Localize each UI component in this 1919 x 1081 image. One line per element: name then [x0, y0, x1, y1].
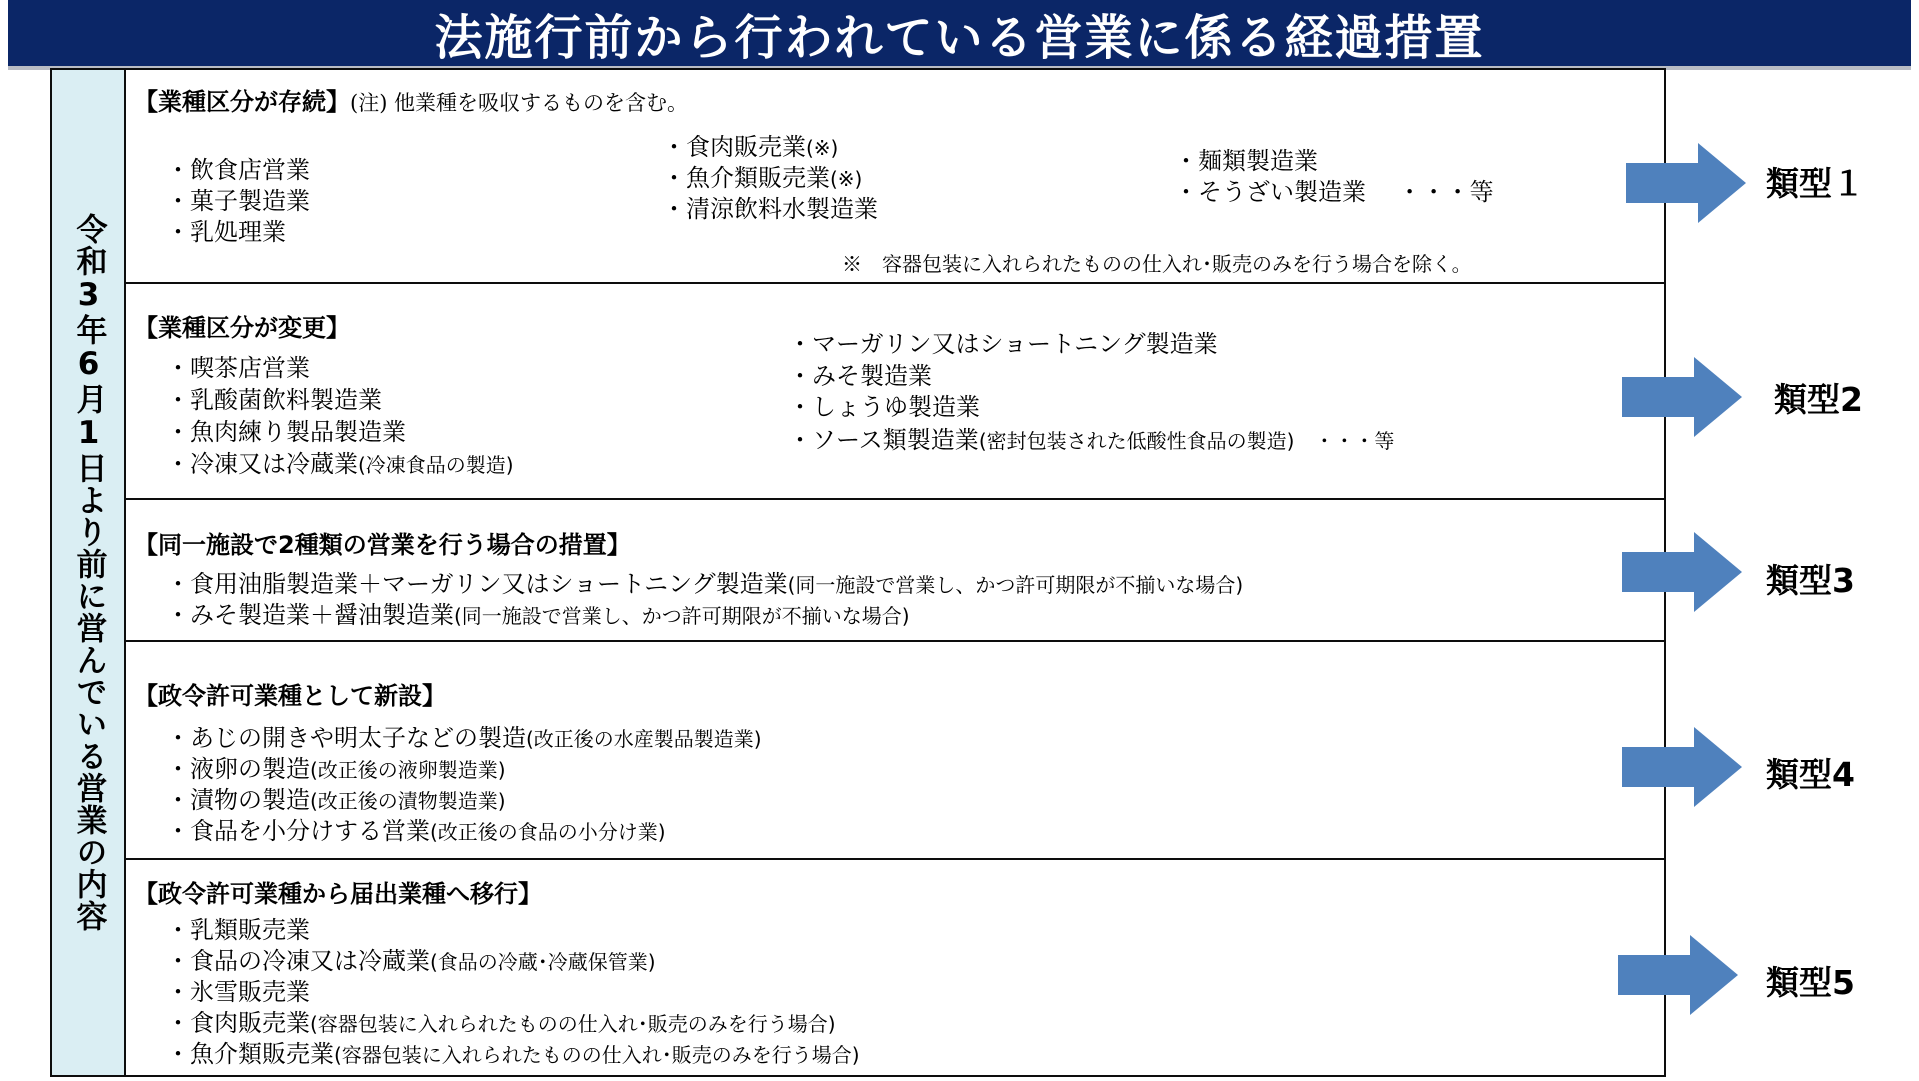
type-label-2: 類型2	[1774, 380, 1863, 419]
list-item: ・液卵の製造(改正後の液卵製造業)	[166, 755, 506, 783]
side-label-panel	[50, 68, 126, 1077]
section-heading	[134, 525, 631, 560]
list-item: ・乳処理業	[166, 218, 286, 246]
section-type-3	[126, 500, 1664, 642]
section-heading	[134, 676, 446, 711]
list-item: ・あじの開きや明太子などの製造(改正後の水産製品製造業)	[166, 724, 762, 752]
list-item: ・食肉販売業(※)	[662, 133, 839, 161]
section-heading-text: 【業種区分が変更】	[134, 314, 350, 342]
list-item: ・乳類販売業	[166, 916, 310, 944]
list-item: ・氷雪販売業	[166, 978, 310, 1006]
arrow-right-icon	[1622, 532, 1742, 612]
type-label-1: 類型１	[1766, 164, 1865, 203]
list-item: ・食肉販売業(容器包装に入れられたものの仕入れ･販売のみを行う場合)	[166, 1009, 836, 1037]
section-type-1	[126, 70, 1664, 284]
list-item: ・菓子製造業	[166, 187, 310, 215]
list-item: ・みそ製造業＋醤油製造業(同一施設で営業し、かつ許可期限が不揃いな場合)	[166, 601, 910, 629]
list-item: ・マーガリン又はショートニング製造業	[788, 330, 1218, 358]
section-heading	[134, 308, 350, 343]
list-item: ・魚介類販売業(容器包装に入れられたものの仕入れ･販売のみを行う場合)	[166, 1040, 860, 1068]
type-label-3: 類型3	[1766, 561, 1855, 600]
main-content-box	[126, 68, 1666, 1077]
arrow-shape	[1622, 357, 1742, 437]
list-item: ・ソース類製造業(密封包装された低酸性食品の製造) ・・・等	[788, 426, 1395, 454]
list-item: ・そうざい製造業 ・・・等	[1174, 178, 1494, 206]
side-label-text: 令和3年6月1日より前に営んでいる営業の内容	[70, 213, 107, 932]
section-type-2	[126, 284, 1664, 500]
section-heading-note: (注) 他業種を吸収するものを含む。	[350, 91, 689, 115]
list-item: ・みそ製造業	[788, 362, 932, 390]
list-item: ・冷凍又は冷蔵業(冷凍食品の製造)	[166, 450, 514, 478]
list-item: ・魚肉練り製品製造業	[166, 418, 406, 446]
type-label-4: 類型4	[1766, 755, 1855, 794]
title-bar	[8, 0, 1911, 70]
arrow-shape	[1626, 143, 1746, 223]
arrow-right-icon	[1626, 143, 1746, 223]
list-item: ・漬物の製造(改正後の漬物製造業)	[166, 786, 506, 814]
list-item: ・飲食店営業	[166, 156, 310, 184]
list-item: ・麺類製造業	[1174, 147, 1318, 175]
arrow-right-icon	[1622, 727, 1742, 807]
arrow-shape	[1622, 532, 1742, 612]
section-heading-text: 【政令許可業種から届出業種へ移行】	[134, 880, 542, 908]
list-item: ・喫茶店営業	[166, 354, 310, 382]
section-heading	[134, 874, 542, 909]
section-heading-text: 【政令許可業種として新設】	[134, 682, 446, 710]
list-item: ・食品を小分けする営業(改正後の食品の小分け業)	[166, 817, 666, 845]
arrow-shape	[1622, 727, 1742, 807]
section-footnote: ※ 容器包装に入れられたものの仕入れ･販売のみを行う場合を除く。	[842, 252, 1472, 276]
list-item: ・しょうゆ製造業	[788, 393, 980, 421]
list-item: ・魚介類販売業(※)	[662, 164, 863, 192]
arrow-shape	[1618, 935, 1738, 1015]
section-heading-text: 【同一施設で2種類の営業を行う場合の措置】	[134, 531, 631, 559]
list-item: ・食品の冷凍又は冷蔵業(食品の冷蔵･冷蔵保管業)	[166, 947, 656, 975]
list-item: ・清涼飲料水製造業	[662, 195, 878, 223]
section-heading	[134, 82, 688, 117]
section-type-5	[126, 860, 1664, 1077]
page-title: 法施行前から行われている営業に係る経過措置	[434, 9, 1485, 66]
arrow-right-icon	[1622, 357, 1742, 437]
type-label-5: 類型5	[1766, 963, 1855, 1002]
list-item: ・乳酸菌飲料製造業	[166, 386, 382, 414]
section-type-4	[126, 642, 1664, 860]
list-item: ・食用油脂製造業＋マーガリン又はショートニング製造業(同一施設で営業し、かつ許可期限が不揃いな場合)	[166, 570, 1244, 598]
arrow-right-icon	[1618, 935, 1738, 1015]
section-heading-text: 【業種区分が存続】	[134, 88, 350, 116]
